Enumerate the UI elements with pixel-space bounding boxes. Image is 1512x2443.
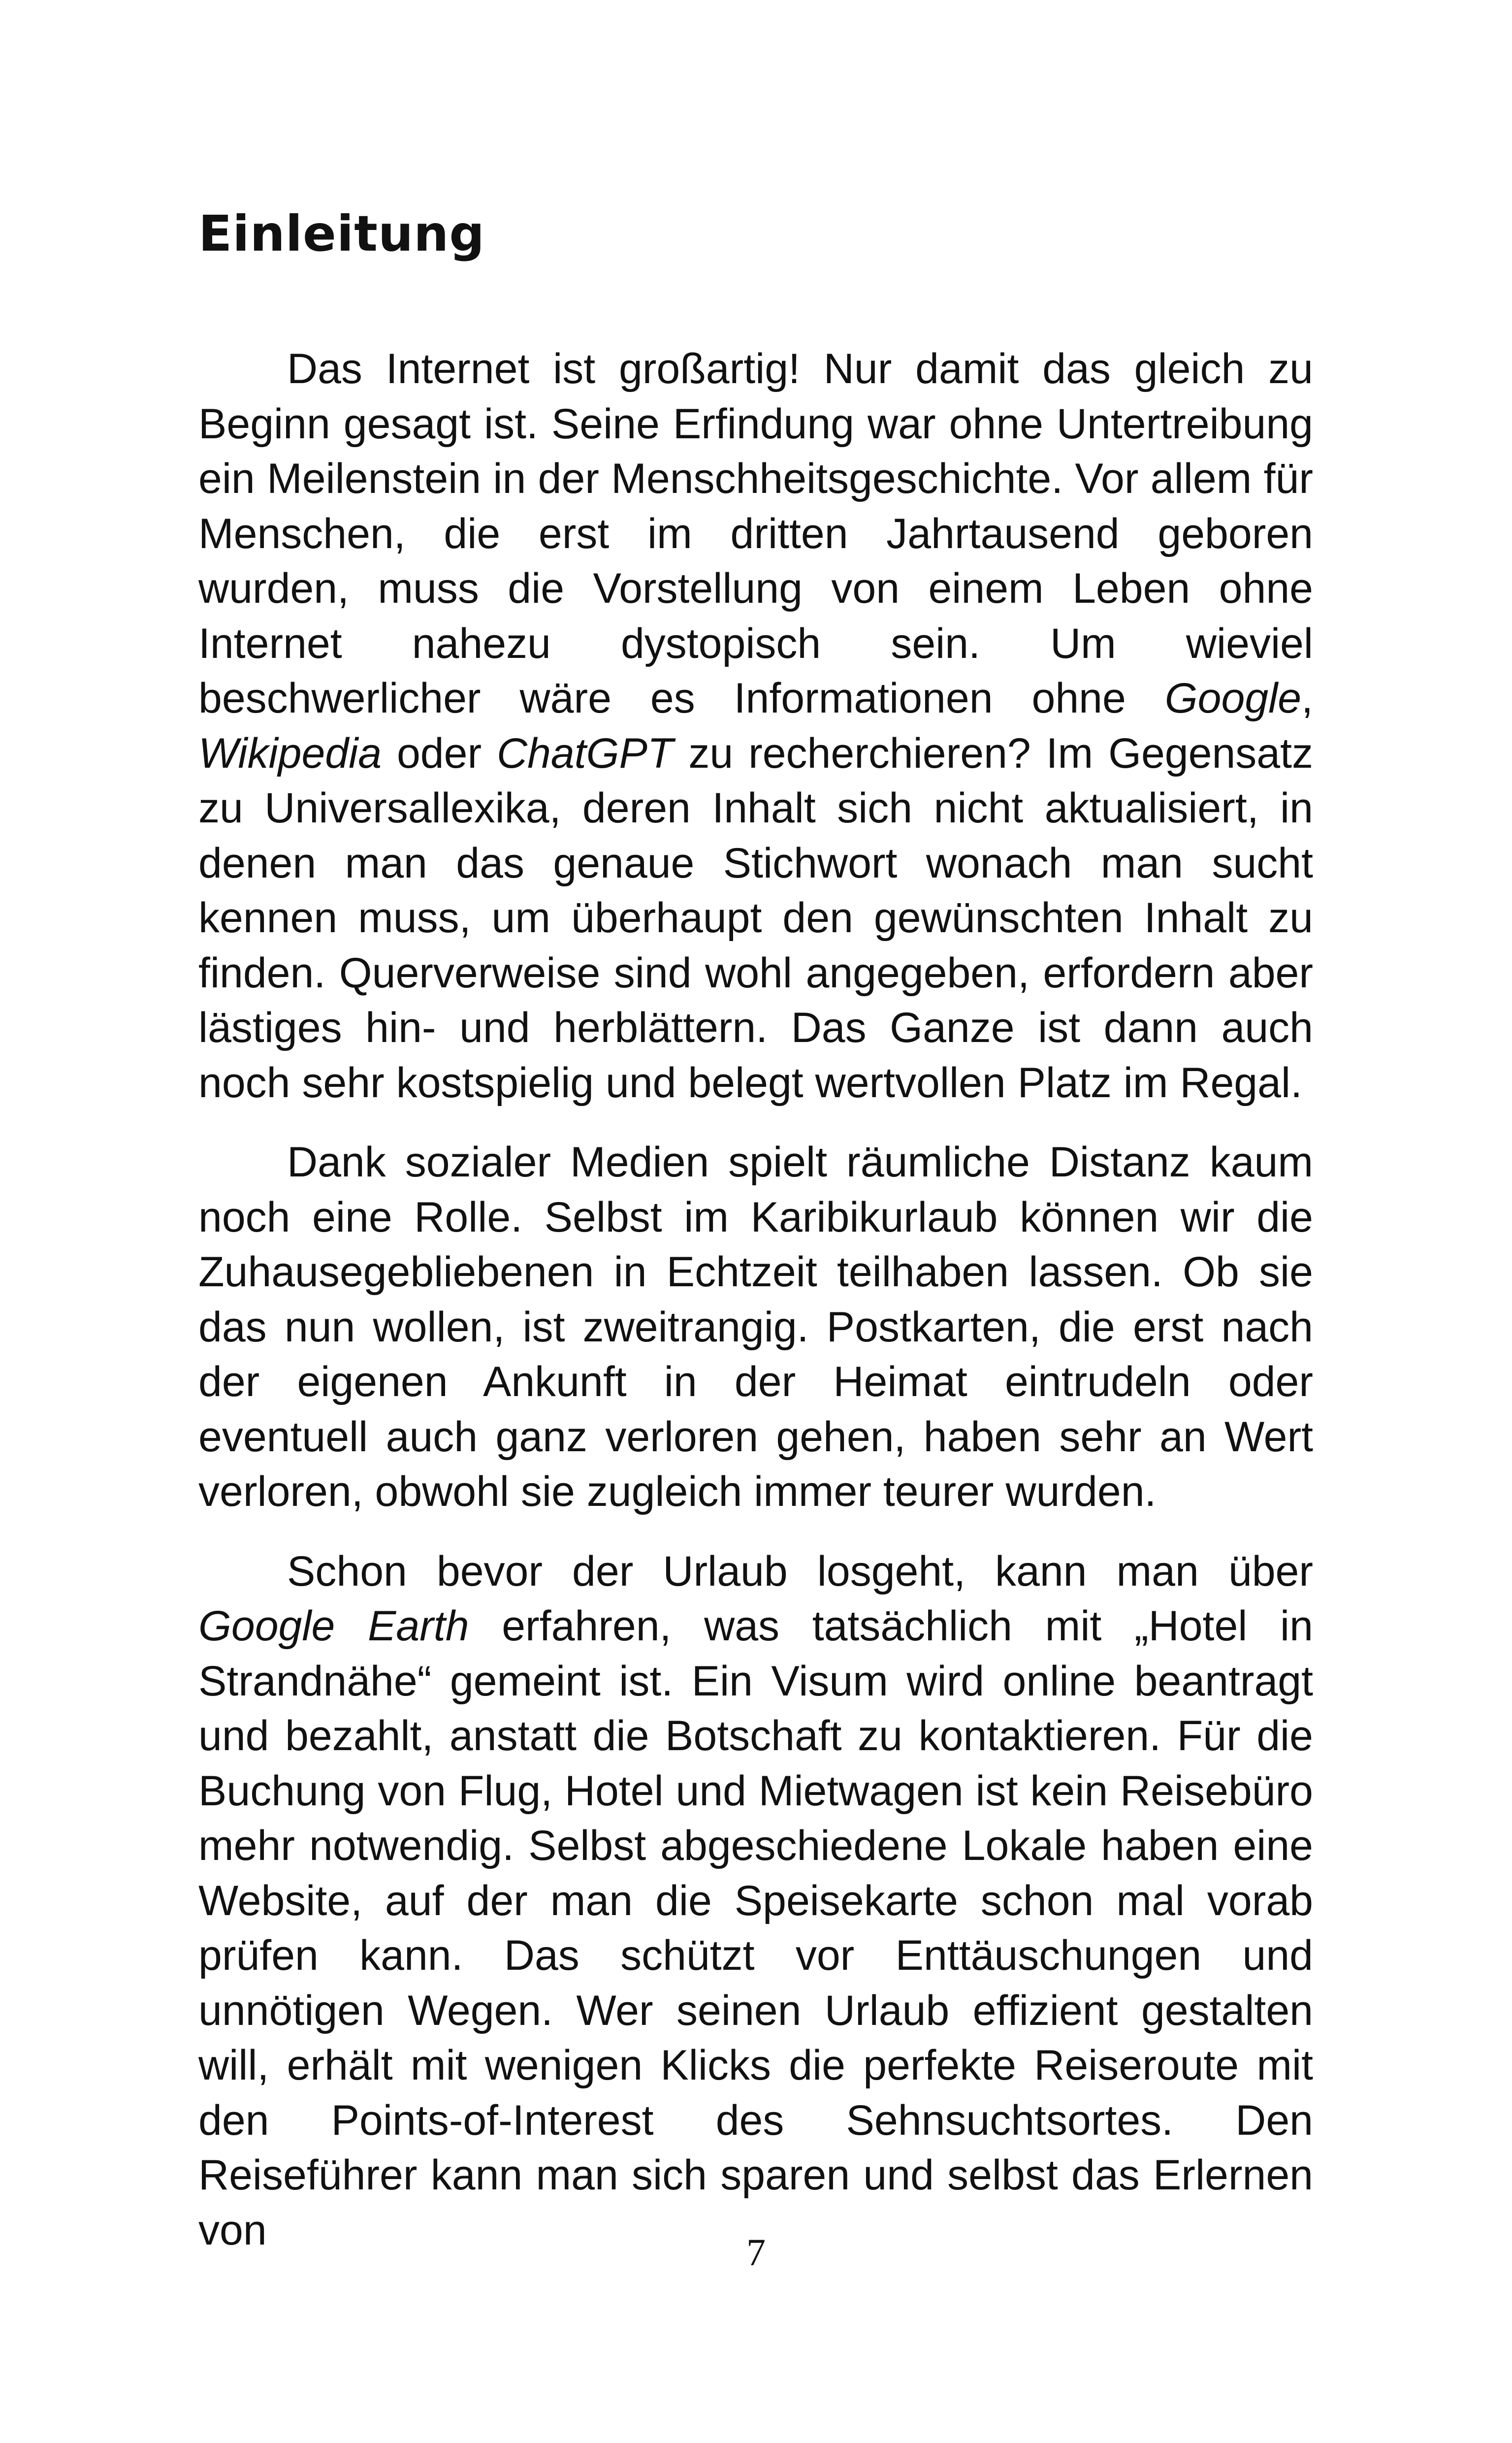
paragraph-1 bbox=[198, 342, 1313, 1110]
paragraph-1-text-1: Das Internet ist großartig! Nur damit das gleich zu Beginn gesagt ist. Seine Erfindung war ohne Untertreibung ein Meilenstein in der Menschheitsgeschichte. Vor allem für Menschen, die erst im dritten Jahrtausend geboren wurden, muss die Vorstellung von einem Leben ohne Internet nahezu dystopisch sein. Um wieviel beschwerlicher wäre es Informationen ohne bbox=[198, 345, 1313, 722]
paragraph-3-text-1: Schon bevor der Urlaub losgeht, kann man über bbox=[287, 1547, 1313, 1595]
emphasis-wikipedia: Wikipedia bbox=[198, 729, 382, 777]
paragraph-3-text-2: erfahren, was tatsächlich mit „Hotel in Strandnähe“ gemeint ist. Ein Visum wird online beantragt und bezahlt, anstatt die Botschaft zu kontaktieren. Für die Buchung von Flug, Hotel und Mietwagen ist kein Reisebüro mehr notwendig. Selbst abgeschiedene Lokale haben eine Website, auf der man die Speisekarte schon mal vorab prüfen kann. Das schützt vor Enttäuschungen und unnötigen Wegen. Wer seinen Urlaub effizient gestalten will, erhält mit wenigen Klicks die perfekte Reiseroute mit den Points-of-Interest des Sehnsuchtsortes. Den Reiseführer kann man sich sparen und selbst das Erlernen von bbox=[198, 1602, 1313, 2254]
emphasis-chatgpt: ChatGPT bbox=[497, 729, 674, 777]
paragraph-1-text-2: , bbox=[1301, 675, 1313, 722]
emphasis-google: Google bbox=[1164, 675, 1302, 722]
page-number: 7 bbox=[746, 2231, 766, 2274]
paragraph-2-text-1: Dank sozialer Medien spielt räumliche Distanz kaum noch eine Rolle. Selbst im Karibikurlaub können wir die Zuhausegebliebenen in Echtzeit teilhaben lassen. Ob sie das nun wollen, ist zweitrangig. Postkarten, die erst nach der eigenen Ankunft in der Heimat eintrudeln oder eventuell auch ganz verloren gehen, haben sehr an Wert verloren, obwohl sie zugleich immer teurer wurden. bbox=[198, 1139, 1313, 1515]
paragraph-3 bbox=[198, 1544, 1313, 2258]
emphasis-google-earth: Google Earth bbox=[198, 1602, 469, 1650]
paragraph-1-text-4: zu recherchieren? Im Gegensatz zu Universallexika, deren Inhalt sich nicht aktualisiert, in denen man das genaue Stichwort wonach man sucht kennen muss, um überhaupt den gewünschten Inhalt zu finden. Querverweise sind wohl angegeben, erfordern aber lästiges hin- und herblättern. Das Ganze ist dann auch noch sehr kostspielig und belegt wertvollen Platz im Regal. bbox=[198, 729, 1313, 1107]
paragraph-1-text-3: oder bbox=[382, 729, 497, 777]
chapter-heading: Einleitung bbox=[198, 205, 485, 262]
body-text bbox=[198, 342, 1313, 2282]
paragraph-2 bbox=[198, 1135, 1313, 1520]
